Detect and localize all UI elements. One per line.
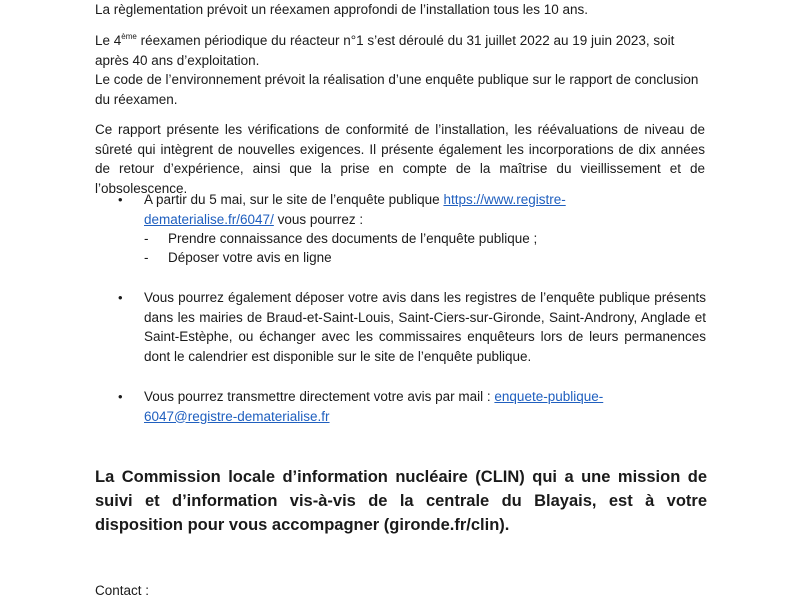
registre-link[interactable]: https://www.registre-dematerialise.fr/6047/: [144, 192, 566, 227]
dash-marker: -: [144, 231, 149, 246]
bullet-registres-mairies: Vous pourrez également déposer votre avis dans les registres de l’enquête publique présents dans les mairies de Braud-et-Saint-Louis, Saint-Ciers-sur-Gironde, Saint-Androny, Anglade et Saint-Estèphe, ou échanger avec les commissaires enquêteurs lors de leurs permanences dont le calendrier est disponible sur le site de l’enquête publique.: [144, 290, 706, 364]
intro-paragraph: La règlementation prévoit un réexamen approfondi de l’installation tous les 10 ans.: [95, 2, 589, 17]
dash-marker: -: [144, 250, 149, 265]
email-link[interactable]: enquete-publique-6047@registre-dematerialise.fr: [144, 389, 604, 424]
contact-label: Contact :: [95, 583, 150, 598]
bullet-marker: •: [118, 192, 123, 207]
reexamen-text-start: Le 4: [95, 33, 122, 48]
reexamen-text-end: réexamen périodique du réacteur n°1 s’est déroulé du 31 juillet 2022 au 19 juin 2023, soit après 40 ans d’exploitation.: [95, 33, 675, 68]
sub-item-avis-en-ligne: Déposer votre avis en ligne: [168, 250, 332, 265]
rapport-paragraph: Ce rapport présente les vérifications de conformité de l’installation, les réévaluations de niveau de sûreté qui intègrent de nouvelles exigences. Il présente également les incorporations de dix années de retour d’expérience, ainsi que la prise en compte de la maîtrise du vieillissement et de l’obsolescence.: [95, 122, 705, 196]
bullet-site-text: A partir du 5 mai, sur le site de l’enquête publique: [144, 192, 444, 207]
sub-item-documents: Prendre connaissance des documents de l’enquête publique ;: [168, 231, 538, 246]
bullet-site-after: vous pourrez :: [273, 211, 364, 227]
bullet-site-enquete: [144, 190, 594, 229]
bullet-mail-text: Vous pourrez transmettre directement votre avis par mail :: [144, 389, 495, 404]
clin-statement: La Commission locale d’information nucléaire (CLIN) qui a une mission de suivi et d’information vis-à-vis de la centrale du Blayais, est à votre disposition pour vous accompagner (gironde.fr/clin).: [95, 468, 707, 534]
superscript-eme: ème: [121, 32, 137, 41]
bullet-marker: •: [118, 389, 123, 404]
bullet-marker: •: [118, 290, 123, 305]
code-environnement-text: Le code de l’environnement prévoit la réalisation d’une enquête publique sur le rapport de conclusion du réexamen.: [95, 72, 699, 107]
reexamen-paragraph: [95, 31, 705, 109]
bullet-mail: [144, 387, 634, 426]
